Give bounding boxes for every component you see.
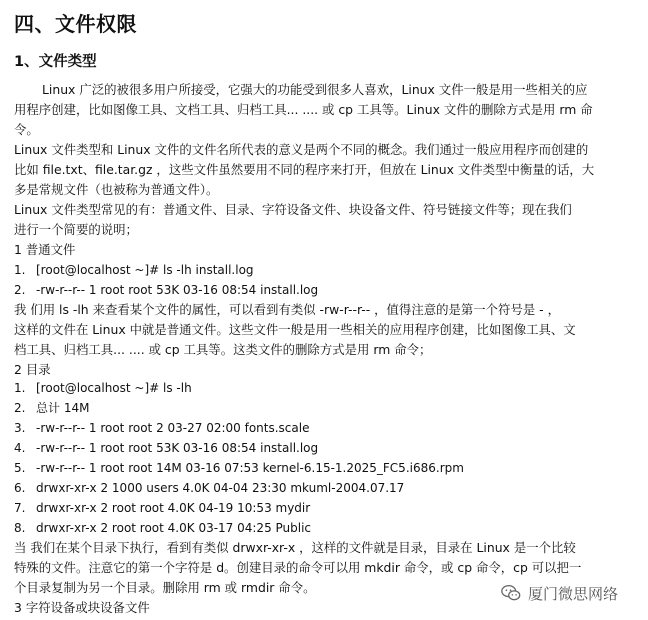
watermark-text: 厦门微思网络 bbox=[528, 584, 619, 603]
code-line-number: 2. bbox=[14, 283, 26, 297]
code-line-text: drwxr-xr-x 2 root root 4.0K 04-19 10:53 mydir bbox=[36, 501, 311, 515]
text-line: Linux 文件类型和 Linux 文件的文件名所代表的意义是两个不同的概念。我们通过一般应用程序而创建的 bbox=[14, 142, 589, 157]
code-line-text: -rw-r--r-- 1 root root 53K 03-16 08:54 install.log bbox=[36, 441, 319, 455]
text-line: 个目录复制为另一个目录。删除用 rm 或 rmdir 命令。 bbox=[14, 580, 316, 595]
code-line-number: 1. bbox=[14, 263, 26, 277]
text-line: 特殊的文件。注意它的第一个字符是 d。创建目录的命令可以用 mkdir 命令，或 cp 命令，cp 可以把一 bbox=[14, 560, 582, 575]
text-line: 用程序创建，比如图像工具、文档工具、归档工具... .... 或 cp 工具等。Linux 文件的删除方式是用 rm 命 bbox=[14, 102, 593, 117]
text-line: Linux 文件类型常见的有：普通文件、目录、字符设备文件、块设备文件、符号链接文件等；现在我们 bbox=[14, 202, 572, 217]
code-line-text: -rw-r--r-- 1 root root 2 03-27 02:00 fonts.scale bbox=[36, 421, 310, 435]
text-line: 1 普通文件 bbox=[14, 242, 76, 257]
code-line-text: -rw-r--r-- 1 root root 14M 03-16 07:53 kernel-6.15-1.2025_FC5.i686.rpm bbox=[36, 461, 464, 475]
code-line-number: 7. bbox=[14, 501, 26, 515]
code-line-text: -rw-r--r-- 1 root root 53K 03-16 08:54 install.log bbox=[36, 283, 319, 297]
code-line-number: 1. bbox=[14, 381, 26, 395]
text-line: 进行一个简要的说明； bbox=[14, 222, 138, 237]
code-line-text: 总计 14M bbox=[36, 401, 90, 415]
code-line-text: [root@localhost ~]# ls -lh install.log bbox=[36, 263, 254, 277]
code-line-number: 6. bbox=[14, 481, 26, 495]
wechat-icon bbox=[500, 582, 522, 604]
code-line-number: 5. bbox=[14, 461, 26, 475]
code-line-text: drwxr-xr-x 2 1000 users 4.0K 04-04 23:30 mkuml-2004.07.17 bbox=[36, 481, 405, 495]
text-line: 3 字符设备或块设备文件 bbox=[14, 600, 150, 615]
code-line-number: 8. bbox=[14, 521, 26, 535]
code-line-number: 4. bbox=[14, 441, 26, 455]
watermark bbox=[500, 578, 618, 608]
text-line: Linux 广泛的被很多用户所接受，它强大的功能受到很多人喜欢，Linux 文件一般是用一些相关的应 bbox=[42, 82, 588, 97]
text-line: 多是常规文件（也被称为普通文件）。 bbox=[14, 182, 219, 197]
text-line: 档工具、归档工具... .... 或 cp 工具等。这类文件的删除方式是用 rm 命令； bbox=[14, 342, 432, 357]
code-line-text: drwxr-xr-x 2 root root 4.0K 03-17 04:25 Public bbox=[36, 521, 312, 535]
text-line: 令。 bbox=[14, 122, 39, 137]
code-line-number: 3. bbox=[14, 421, 26, 435]
text-line: 我 们用 ls -lh 来查看某个文件的属性，可以看到有类似 -rw-r--r-- ，值得注意的是第一个符号是 - ， bbox=[14, 302, 560, 317]
section-heading: 四、文件权限 bbox=[14, 12, 137, 36]
code-line-number: 2. bbox=[14, 401, 26, 415]
text-line: 当 我们在某个目录下执行，看到有类似 drwxr-xr-x ，这样的文件就是目录，目录在 Linux 是一个比较 bbox=[14, 540, 576, 555]
text-line: 这样的文件在 Linux 中就是普通文件。这些文件一般是用一些相关的应用程序创建，比如图像工具、文 bbox=[14, 322, 576, 337]
text-line: 比如 file.txt、file.tar.gz ，这些文件虽然要用不同的程序来打开，但放在 Linux 文件类型中衡量的话，大 bbox=[14, 162, 595, 177]
text-line: 2 目录 bbox=[14, 362, 51, 377]
subsection-heading: 1、文件类型 bbox=[14, 54, 97, 70]
code-line-text: [root@localhost ~]# ls -lh bbox=[36, 381, 192, 395]
